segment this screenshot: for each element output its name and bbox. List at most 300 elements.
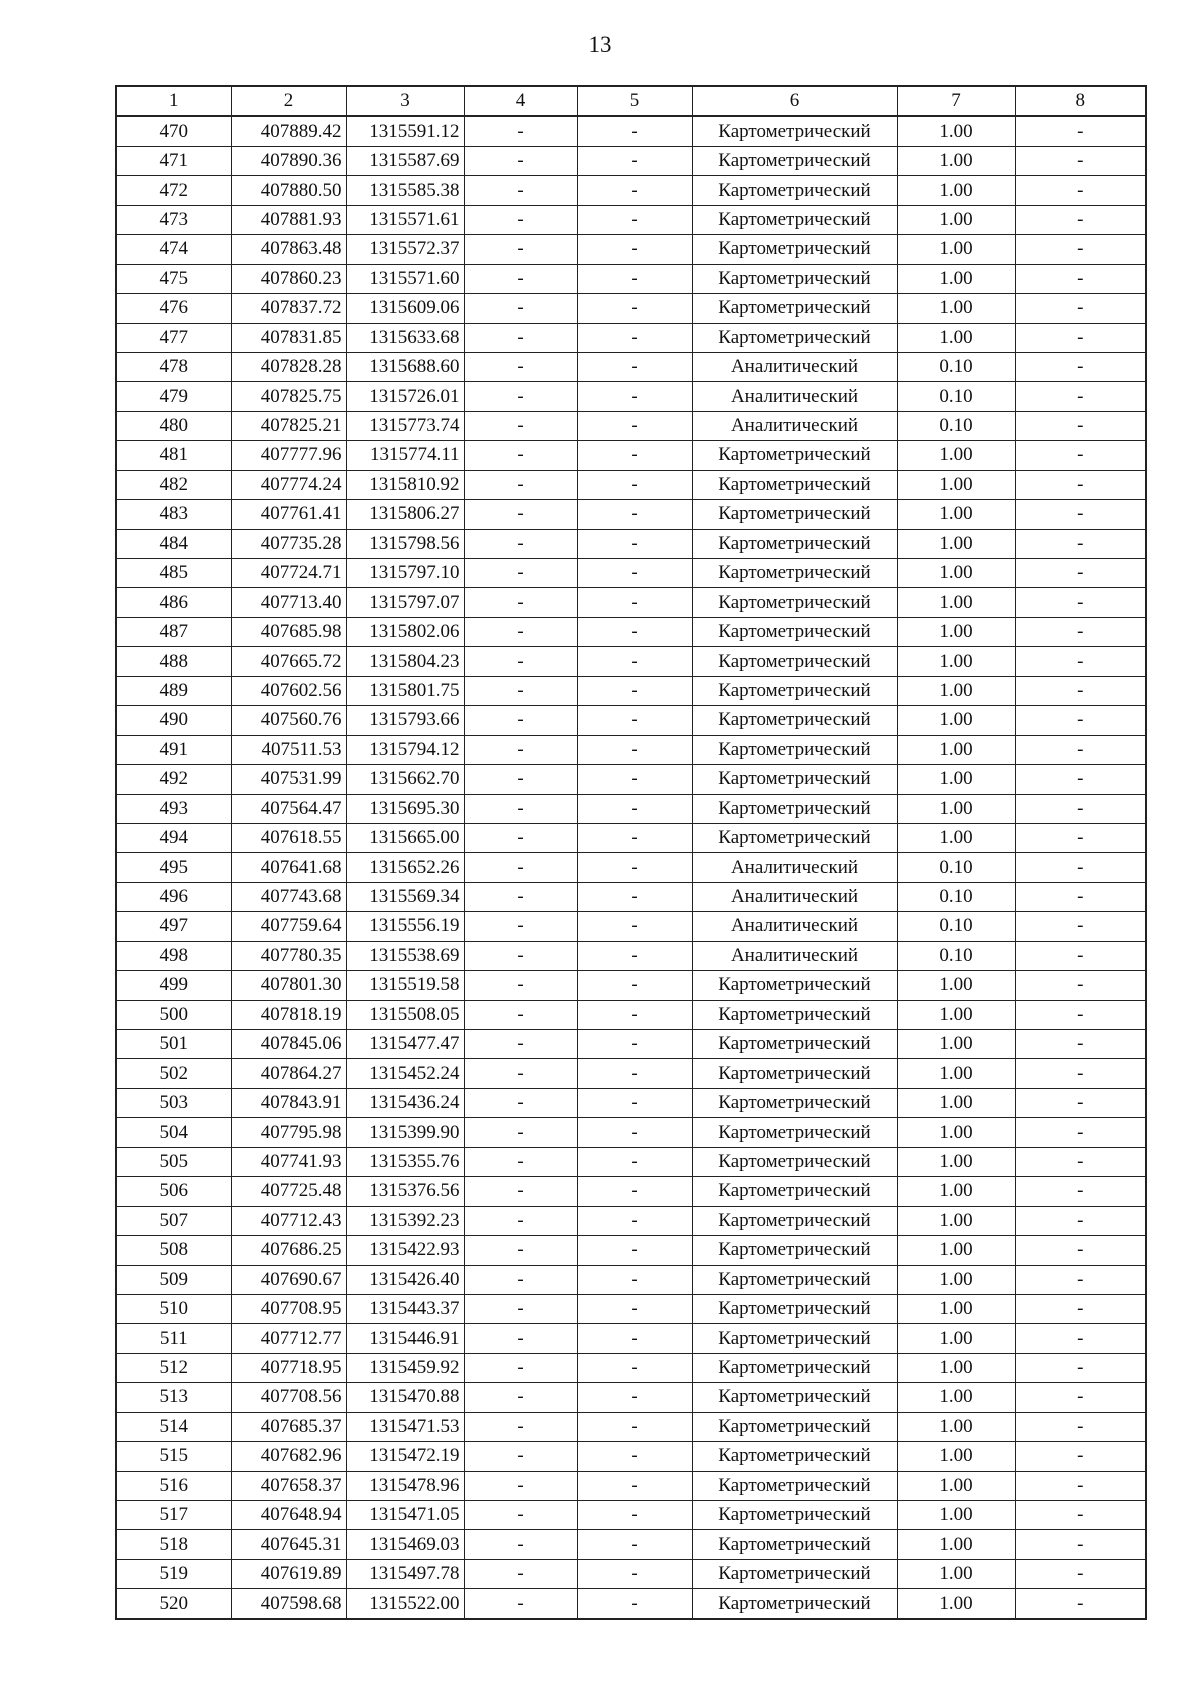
x-coordinate-cell: 407618.55 [231, 823, 346, 852]
x-coordinate-cell: 407864.27 [231, 1059, 346, 1088]
point-number-cell: 496 [116, 882, 231, 911]
point-number-cell: 495 [116, 853, 231, 882]
y-coordinate-cell: 1315571.61 [346, 205, 464, 234]
x-coordinate-cell: 407665.72 [231, 647, 346, 676]
point-number-cell: 517 [116, 1501, 231, 1530]
table-row [116, 1559, 1146, 1588]
method-cell: Аналитический [692, 853, 897, 882]
accuracy-cell: 1.00 [897, 205, 1015, 234]
table-row [116, 1118, 1146, 1147]
column-8-cell: - [1015, 1147, 1146, 1176]
method-cell: Картометрический [692, 1471, 897, 1500]
point-number-cell: 482 [116, 470, 231, 499]
accuracy-cell: 1.00 [897, 1177, 1015, 1206]
accuracy-cell: 0.10 [897, 382, 1015, 411]
accuracy-cell: 0.10 [897, 411, 1015, 440]
accuracy-cell: 1.00 [897, 823, 1015, 852]
table-row [116, 441, 1146, 470]
column-4-cell: - [464, 647, 577, 676]
column-4-cell: - [464, 735, 577, 764]
point-number-cell: 472 [116, 176, 231, 205]
table-row [116, 1236, 1146, 1265]
point-number-cell: 486 [116, 588, 231, 617]
point-number-cell: 511 [116, 1324, 231, 1353]
column-8-cell: - [1015, 1236, 1146, 1265]
column-5-cell: - [577, 823, 692, 852]
column-5-cell: - [577, 1442, 692, 1471]
accuracy-cell: 0.10 [897, 352, 1015, 381]
column-4-cell: - [464, 529, 577, 558]
x-coordinate-cell: 407831.85 [231, 323, 346, 352]
column-5-cell: - [577, 235, 692, 264]
point-number-cell: 508 [116, 1236, 231, 1265]
column-8-cell: - [1015, 971, 1146, 1000]
column-4-cell: - [464, 794, 577, 823]
method-cell: Картометрический [692, 706, 897, 735]
column-8-cell: - [1015, 706, 1146, 735]
y-coordinate-cell: 1315797.10 [346, 559, 464, 588]
point-number-cell: 512 [116, 1353, 231, 1382]
column-4-cell: - [464, 1501, 577, 1530]
table-row [116, 647, 1146, 676]
method-cell: Картометрический [692, 1294, 897, 1323]
table-row [116, 706, 1146, 735]
accuracy-cell: 1.00 [897, 1294, 1015, 1323]
point-number-cell: 499 [116, 971, 231, 1000]
column-4-cell: - [464, 617, 577, 646]
column-5-cell: - [577, 470, 692, 499]
column-4-cell: - [464, 1442, 577, 1471]
x-coordinate-cell: 407712.77 [231, 1324, 346, 1353]
column-4-cell: - [464, 1177, 577, 1206]
x-coordinate-cell: 407795.98 [231, 1118, 346, 1147]
column-4-cell: - [464, 1353, 577, 1382]
table-row [116, 765, 1146, 794]
column-8-cell: - [1015, 588, 1146, 617]
column-4-cell: - [464, 1118, 577, 1147]
column-header: 1 [116, 86, 231, 116]
y-coordinate-cell: 1315477.47 [346, 1030, 464, 1059]
point-number-cell: 501 [116, 1030, 231, 1059]
y-coordinate-cell: 1315422.93 [346, 1236, 464, 1265]
point-number-cell: 518 [116, 1530, 231, 1559]
table-row [116, 1147, 1146, 1176]
column-5-cell: - [577, 294, 692, 323]
column-5-cell: - [577, 176, 692, 205]
accuracy-cell: 1.00 [897, 1030, 1015, 1059]
method-cell: Картометрический [692, 1442, 897, 1471]
method-cell: Картометрический [692, 735, 897, 764]
x-coordinate-cell: 407686.25 [231, 1236, 346, 1265]
column-8-cell: - [1015, 1471, 1146, 1500]
x-coordinate-cell: 407560.76 [231, 706, 346, 735]
accuracy-cell: 1.00 [897, 1589, 1015, 1619]
table-row [116, 676, 1146, 705]
table-row [116, 500, 1146, 529]
column-8-cell: - [1015, 794, 1146, 823]
x-coordinate-cell: 407843.91 [231, 1088, 346, 1117]
method-cell: Аналитический [692, 411, 897, 440]
method-cell: Картометрический [692, 617, 897, 646]
method-cell: Картометрический [692, 1147, 897, 1176]
column-5-cell: - [577, 382, 692, 411]
method-cell: Картометрический [692, 823, 897, 852]
y-coordinate-cell: 1315472.19 [346, 1442, 464, 1471]
point-number-cell: 489 [116, 676, 231, 705]
column-8-cell: - [1015, 912, 1146, 941]
x-coordinate-cell: 407863.48 [231, 235, 346, 264]
method-cell: Картометрический [692, 1383, 897, 1412]
y-coordinate-cell: 1315508.05 [346, 1000, 464, 1029]
column-8-cell: - [1015, 1059, 1146, 1088]
x-coordinate-cell: 407648.94 [231, 1501, 346, 1530]
column-4-cell: - [464, 1147, 577, 1176]
point-number-cell: 502 [116, 1059, 231, 1088]
method-cell: Картометрический [692, 1206, 897, 1235]
y-coordinate-cell: 1315806.27 [346, 500, 464, 529]
y-coordinate-cell: 1315609.06 [346, 294, 464, 323]
method-cell: Картометрический [692, 1236, 897, 1265]
method-cell: Картометрический [692, 323, 897, 352]
method-cell: Картометрический [692, 1118, 897, 1147]
table-row [116, 470, 1146, 499]
column-8-cell: - [1015, 1589, 1146, 1619]
column-4-cell: - [464, 971, 577, 1000]
accuracy-cell: 1.00 [897, 1442, 1015, 1471]
x-coordinate-cell: 407685.98 [231, 617, 346, 646]
x-coordinate-cell: 407825.21 [231, 411, 346, 440]
x-coordinate-cell: 407658.37 [231, 1471, 346, 1500]
column-5-cell: - [577, 559, 692, 588]
column-8-cell: - [1015, 1559, 1146, 1588]
x-coordinate-cell: 407761.41 [231, 500, 346, 529]
accuracy-cell: 1.00 [897, 176, 1015, 205]
y-coordinate-cell: 1315556.19 [346, 912, 464, 941]
column-5-cell: - [577, 1501, 692, 1530]
column-5-cell: - [577, 411, 692, 440]
column-4-cell: - [464, 853, 577, 882]
point-number-cell: 505 [116, 1147, 231, 1176]
column-4-cell: - [464, 1000, 577, 1029]
accuracy-cell: 1.00 [897, 441, 1015, 470]
method-cell: Картометрический [692, 529, 897, 558]
column-8-cell: - [1015, 1088, 1146, 1117]
column-5-cell: - [577, 617, 692, 646]
y-coordinate-cell: 1315470.88 [346, 1383, 464, 1412]
column-5-cell: - [577, 1324, 692, 1353]
table-row [116, 235, 1146, 264]
x-coordinate-cell: 407619.89 [231, 1559, 346, 1588]
column-5-cell: - [577, 146, 692, 175]
y-coordinate-cell: 1315469.03 [346, 1530, 464, 1559]
column-8-cell: - [1015, 264, 1146, 293]
accuracy-cell: 1.00 [897, 735, 1015, 764]
column-4-cell: - [464, 205, 577, 234]
column-8-cell: - [1015, 1294, 1146, 1323]
column-5-cell: - [577, 323, 692, 352]
column-4-cell: - [464, 1030, 577, 1059]
column-4-cell: - [464, 116, 577, 146]
y-coordinate-cell: 1315585.38 [346, 176, 464, 205]
accuracy-cell: 1.00 [897, 294, 1015, 323]
accuracy-cell: 1.00 [897, 794, 1015, 823]
table-row [116, 352, 1146, 381]
x-coordinate-cell: 407741.93 [231, 1147, 346, 1176]
table-row [116, 1501, 1146, 1530]
table-row [116, 1471, 1146, 1500]
accuracy-cell: 0.10 [897, 941, 1015, 970]
point-number-cell: 487 [116, 617, 231, 646]
x-coordinate-cell: 407818.19 [231, 1000, 346, 1029]
column-8-cell: - [1015, 823, 1146, 852]
table-row [116, 146, 1146, 175]
table-row [116, 1324, 1146, 1353]
accuracy-cell: 1.00 [897, 1147, 1015, 1176]
x-coordinate-cell: 407743.68 [231, 882, 346, 911]
column-header: 2 [231, 86, 346, 116]
method-cell: Картометрический [692, 1059, 897, 1088]
x-coordinate-cell: 407780.35 [231, 941, 346, 970]
point-number-cell: 474 [116, 235, 231, 264]
column-4-cell: - [464, 1059, 577, 1088]
method-cell: Аналитический [692, 941, 897, 970]
x-coordinate-cell: 407881.93 [231, 205, 346, 234]
table-row [116, 382, 1146, 411]
column-8-cell: - [1015, 1030, 1146, 1059]
method-cell: Картометрический [692, 116, 897, 146]
point-number-cell: 513 [116, 1383, 231, 1412]
x-coordinate-cell: 407845.06 [231, 1030, 346, 1059]
column-8-cell: - [1015, 294, 1146, 323]
point-number-cell: 493 [116, 794, 231, 823]
x-coordinate-cell: 407682.96 [231, 1442, 346, 1471]
table-row [116, 1353, 1146, 1382]
column-4-cell: - [464, 1589, 577, 1619]
accuracy-cell: 1.00 [897, 264, 1015, 293]
table-row [116, 411, 1146, 440]
y-coordinate-cell: 1315436.24 [346, 1088, 464, 1117]
column-8-cell: - [1015, 411, 1146, 440]
method-cell: Картометрический [692, 264, 897, 293]
method-cell: Картометрический [692, 1353, 897, 1382]
table-row [116, 941, 1146, 970]
accuracy-cell: 1.00 [897, 529, 1015, 558]
accuracy-cell: 1.00 [897, 1383, 1015, 1412]
accuracy-cell: 0.10 [897, 882, 1015, 911]
point-number-cell: 494 [116, 823, 231, 852]
column-8-cell: - [1015, 882, 1146, 911]
column-4-cell: - [464, 1236, 577, 1265]
point-number-cell: 470 [116, 116, 231, 146]
table-row [116, 294, 1146, 323]
accuracy-cell: 1.00 [897, 706, 1015, 735]
column-4-cell: - [464, 706, 577, 735]
x-coordinate-cell: 407564.47 [231, 794, 346, 823]
table-row [116, 1530, 1146, 1559]
point-number-cell: 477 [116, 323, 231, 352]
y-coordinate-cell: 1315774.11 [346, 441, 464, 470]
accuracy-cell: 1.00 [897, 116, 1015, 146]
method-cell: Картометрический [692, 1501, 897, 1530]
y-coordinate-cell: 1315802.06 [346, 617, 464, 646]
x-coordinate-cell: 407801.30 [231, 971, 346, 1000]
column-4-cell: - [464, 588, 577, 617]
column-8-cell: - [1015, 765, 1146, 794]
y-coordinate-cell: 1315392.23 [346, 1206, 464, 1235]
table-row [116, 323, 1146, 352]
method-cell: Картометрический [692, 146, 897, 175]
column-5-cell: - [577, 1589, 692, 1619]
method-cell: Картометрический [692, 1265, 897, 1294]
column-5-cell: - [577, 1294, 692, 1323]
column-8-cell: - [1015, 1383, 1146, 1412]
method-cell: Картометрический [692, 1559, 897, 1588]
accuracy-cell: 1.00 [897, 559, 1015, 588]
point-number-cell: 510 [116, 1294, 231, 1323]
method-cell: Картометрический [692, 1177, 897, 1206]
column-5-cell: - [577, 1559, 692, 1588]
y-coordinate-cell: 1315571.60 [346, 264, 464, 293]
method-cell: Картометрический [692, 1530, 897, 1559]
accuracy-cell: 0.10 [897, 912, 1015, 941]
column-8-cell: - [1015, 941, 1146, 970]
y-coordinate-cell: 1315794.12 [346, 735, 464, 764]
y-coordinate-cell: 1315569.34 [346, 882, 464, 911]
column-8-cell: - [1015, 1000, 1146, 1029]
column-8-cell: - [1015, 1501, 1146, 1530]
method-cell: Картометрический [692, 294, 897, 323]
x-coordinate-cell: 407708.56 [231, 1383, 346, 1412]
x-coordinate-cell: 407725.48 [231, 1177, 346, 1206]
column-8-cell: - [1015, 559, 1146, 588]
x-coordinate-cell: 407777.96 [231, 441, 346, 470]
accuracy-cell: 1.00 [897, 647, 1015, 676]
point-number-cell: 515 [116, 1442, 231, 1471]
column-5-cell: - [577, 1265, 692, 1294]
method-cell: Картометрический [692, 1412, 897, 1441]
column-5-cell: - [577, 1236, 692, 1265]
method-cell: Картометрический [692, 1589, 897, 1619]
accuracy-cell: 1.00 [897, 1088, 1015, 1117]
column-4-cell: - [464, 382, 577, 411]
column-4-cell: - [464, 1412, 577, 1441]
column-4-cell: - [464, 500, 577, 529]
y-coordinate-cell: 1315538.69 [346, 941, 464, 970]
y-coordinate-cell: 1315426.40 [346, 1265, 464, 1294]
column-8-cell: - [1015, 1118, 1146, 1147]
accuracy-cell: 1.00 [897, 1412, 1015, 1441]
column-header: 7 [897, 86, 1015, 116]
y-coordinate-cell: 1315591.12 [346, 116, 464, 146]
accuracy-cell: 1.00 [897, 1324, 1015, 1353]
point-number-cell: 503 [116, 1088, 231, 1117]
table-row [116, 853, 1146, 882]
column-5-cell: - [577, 676, 692, 705]
y-coordinate-cell: 1315471.05 [346, 1501, 464, 1530]
page-number: 13 [588, 32, 612, 57]
column-4-cell: - [464, 941, 577, 970]
point-number-cell: 476 [116, 294, 231, 323]
column-5-cell: - [577, 1088, 692, 1117]
method-cell: Аналитический [692, 352, 897, 381]
y-coordinate-cell: 1315376.56 [346, 1177, 464, 1206]
column-4-cell: - [464, 323, 577, 352]
column-5-cell: - [577, 1206, 692, 1235]
column-4-cell: - [464, 676, 577, 705]
column-4-cell: - [464, 411, 577, 440]
accuracy-cell: 1.00 [897, 1501, 1015, 1530]
y-coordinate-cell: 1315633.68 [346, 323, 464, 352]
method-cell: Аналитический [692, 882, 897, 911]
accuracy-cell: 1.00 [897, 971, 1015, 1000]
point-number-cell: 516 [116, 1471, 231, 1500]
method-cell: Картометрический [692, 500, 897, 529]
column-5-cell: - [577, 941, 692, 970]
x-coordinate-cell: 407828.28 [231, 352, 346, 381]
accuracy-cell: 0.10 [897, 853, 1015, 882]
y-coordinate-cell: 1315804.23 [346, 647, 464, 676]
table-row [116, 912, 1146, 941]
table-row [116, 176, 1146, 205]
x-coordinate-cell: 407712.43 [231, 1206, 346, 1235]
x-coordinate-cell: 407890.36 [231, 146, 346, 175]
y-coordinate-cell: 1315652.26 [346, 853, 464, 882]
column-8-cell: - [1015, 1265, 1146, 1294]
column-5-cell: - [577, 1353, 692, 1382]
column-4-cell: - [464, 264, 577, 293]
y-coordinate-cell: 1315443.37 [346, 1294, 464, 1323]
y-coordinate-cell: 1315688.60 [346, 352, 464, 381]
accuracy-cell: 1.00 [897, 1118, 1015, 1147]
accuracy-cell: 1.00 [897, 588, 1015, 617]
point-number-cell: 483 [116, 500, 231, 529]
y-coordinate-cell: 1315810.92 [346, 470, 464, 499]
table-row [116, 823, 1146, 852]
column-8-cell: - [1015, 146, 1146, 175]
header-row [116, 86, 1146, 116]
point-number-cell: 507 [116, 1206, 231, 1235]
accuracy-cell: 1.00 [897, 1000, 1015, 1029]
x-coordinate-cell: 407690.67 [231, 1265, 346, 1294]
column-8-cell: - [1015, 676, 1146, 705]
column-8-cell: - [1015, 205, 1146, 234]
column-5-cell: - [577, 1030, 692, 1059]
column-8-cell: - [1015, 382, 1146, 411]
method-cell: Картометрический [692, 235, 897, 264]
y-coordinate-cell: 1315572.37 [346, 235, 464, 264]
table-row [116, 735, 1146, 764]
column-8-cell: - [1015, 470, 1146, 499]
table-row [116, 794, 1146, 823]
accuracy-cell: 1.00 [897, 146, 1015, 175]
column-4-cell: - [464, 352, 577, 381]
point-number-cell: 492 [116, 765, 231, 794]
accuracy-cell: 1.00 [897, 1206, 1015, 1235]
column-header: 5 [577, 86, 692, 116]
method-cell: Картометрический [692, 588, 897, 617]
x-coordinate-cell: 407685.37 [231, 1412, 346, 1441]
column-8-cell: - [1015, 1530, 1146, 1559]
y-coordinate-cell: 1315452.24 [346, 1059, 464, 1088]
column-5-cell: - [577, 1147, 692, 1176]
x-coordinate-cell: 407735.28 [231, 529, 346, 558]
table-row [116, 264, 1146, 293]
column-4-cell: - [464, 1559, 577, 1588]
column-8-cell: - [1015, 176, 1146, 205]
method-cell: Картометрический [692, 1324, 897, 1353]
column-5-cell: - [577, 1471, 692, 1500]
point-number-cell: 485 [116, 559, 231, 588]
